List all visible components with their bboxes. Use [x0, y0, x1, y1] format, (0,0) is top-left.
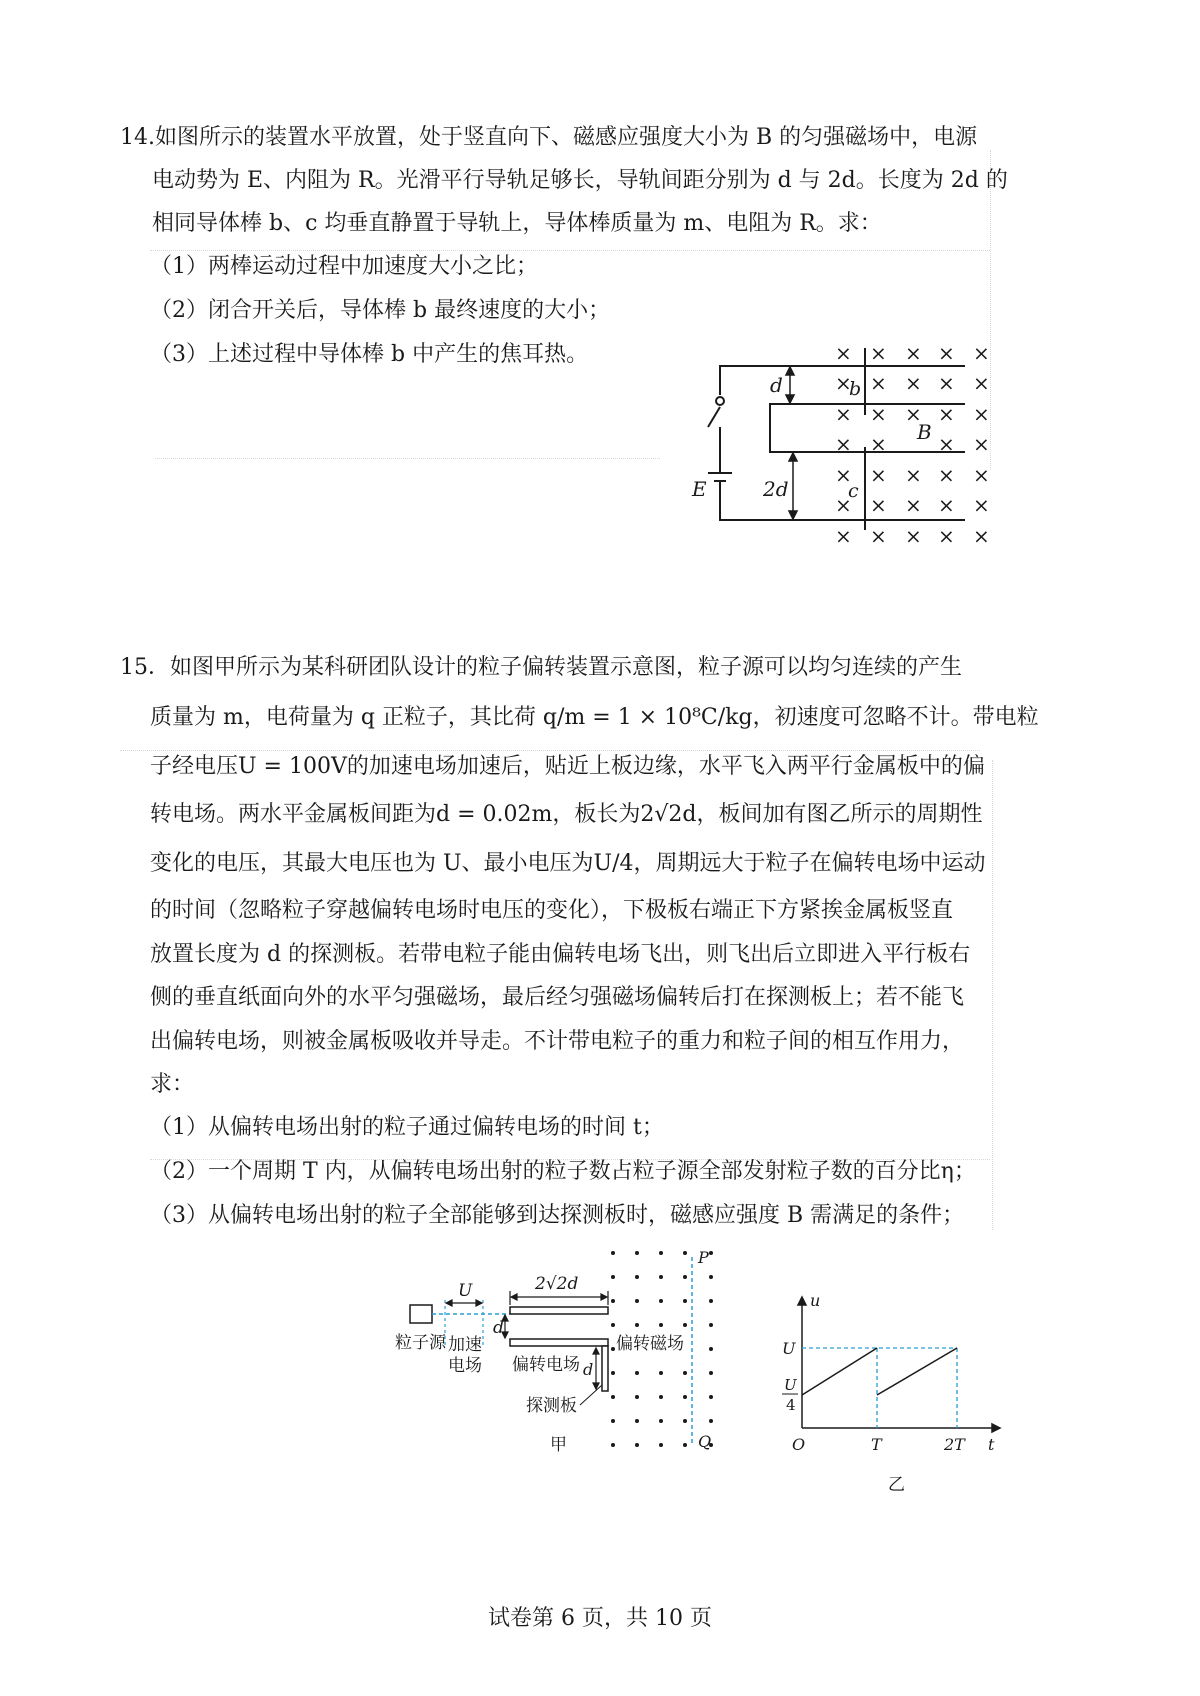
tick-2T-label: 2T: [944, 1435, 965, 1454]
field-dot-mark: [659, 1275, 663, 1279]
field-dot-mark: [659, 1299, 663, 1303]
magnetic-field-crosses: [835, 341, 990, 548]
q15-line-2: 质量为 m，电荷量为 q 正粒子，其比荷 q/m = 1 × 10⁸C/kg，初速度可忽略不计。带电粒: [150, 705, 1039, 730]
q14-line-2: 电动势为 E、内阻为 R。光滑平行导轨足够长，导轨间距分别为 d 与 2d。长度为 2d 的: [152, 168, 1008, 193]
detector-label: 探测板: [526, 1396, 577, 1416]
field-dot-mark: [683, 1251, 687, 1255]
field-dot-mark: [611, 1419, 615, 1423]
rail-circuit-diagram: [690, 335, 1000, 550]
field-dot-mark: [709, 1419, 713, 1423]
figure-yi-caption: 乙: [888, 1475, 905, 1495]
field-cross-mark: ×: [938, 493, 955, 517]
field-dot-mark: [683, 1419, 687, 1423]
q15-line-6: 的时间（忽略粒子穿越偏转电场时电压的变化），下极板右端正下方紧挨金属板竖直: [150, 898, 954, 923]
q14-subq-1: （1）两棒运动过程中加速度大小之比；: [150, 254, 538, 279]
field-dot-mark: [659, 1395, 663, 1399]
field-cross-mark: ×: [905, 524, 922, 548]
field-dot-mark: [709, 1347, 713, 1351]
figure-jia: [395, 1245, 735, 1500]
voltage-time-graph: [770, 1290, 1010, 1500]
field-dot-mark: [683, 1323, 687, 1327]
field-cross-mark: ×: [938, 402, 955, 426]
field-dot-mark: [683, 1275, 687, 1279]
field-dot-mark: [709, 1275, 713, 1279]
figure-yi: [770, 1290, 1010, 1500]
field-cross-mark: ×: [835, 432, 852, 456]
field-dot-mark: [635, 1251, 639, 1255]
field-cross-mark: ×: [973, 432, 990, 456]
q14-line-1: 14.如图所示的装置水平放置，处于竖直向下、磁感应强度大小为 B 的匀强磁场中，电源: [120, 125, 978, 150]
field-cross-mark: ×: [905, 371, 922, 395]
scan-guide-line: [120, 750, 980, 751]
source-label: 粒子源: [395, 1333, 446, 1353]
accel-voltage-U-label: U: [458, 1281, 473, 1301]
field-dot-mark: [611, 1299, 615, 1303]
level-U-label: U: [782, 1339, 796, 1358]
q15-line-9: 出偏转电场，则被金属板吸收并导走。不计带电粒子的重力和粒子间的相互作用力，: [150, 1029, 965, 1054]
q15-line-8: 侧的垂直纸面向外的水平匀强磁场，最后经匀强磁场偏转后打在探测板上；若不能飞: [150, 985, 965, 1010]
field-dot-mark: [611, 1371, 615, 1375]
tick-T-label: T: [871, 1435, 882, 1454]
origin-label: O: [792, 1435, 806, 1454]
field-dot-mark: [683, 1371, 687, 1375]
field-dot-mark: [683, 1299, 687, 1303]
field-cross-mark: ×: [938, 432, 955, 456]
deflect-magnetic-label: 偏转磁场: [616, 1334, 684, 1354]
field-cross-mark: ×: [973, 402, 990, 426]
field-cross-mark: ×: [905, 341, 922, 365]
q15-line-1: 15．如图甲所示为某科研团队设计的粒子偏转装置示意图，粒子源可以均匀连续的产生: [120, 655, 962, 680]
deflect-field-label: 偏转电场: [512, 1355, 580, 1375]
u-axis-label: u: [810, 1291, 821, 1310]
rod-c-label: c: [848, 480, 859, 502]
field-dot-mark: [635, 1323, 639, 1327]
field-cross-mark: ×: [938, 463, 955, 487]
field-cross-mark: ×: [835, 463, 852, 487]
q15-line-5: 变化的电压，其最大电压也为 U、最小电压为U/4，周期远大于粒子在偏转电场中运动: [150, 851, 986, 876]
point-P-label: P: [698, 1248, 709, 1267]
field-cross-mark: ×: [973, 341, 990, 365]
field-cross-mark: ×: [938, 341, 955, 365]
accel-field-label-2: 电场: [448, 1356, 482, 1376]
field-dot-mark: [659, 1251, 663, 1255]
field-cross-mark: ×: [973, 371, 990, 395]
field-cross-mark: ×: [905, 463, 922, 487]
field-dot-mark: [611, 1395, 615, 1399]
field-dot-mark: [659, 1323, 663, 1327]
page-footer: 试卷第 6 页，共 10 页: [488, 1606, 712, 1631]
rail-gap-2d-label: 2d: [763, 477, 789, 501]
field-dot-mark: [659, 1419, 663, 1423]
q15-subq-3: （3）从偏转电场出射的粒子全部能够到达探测板时，磁感应强度 B 需满足的条件；: [150, 1203, 965, 1228]
field-cross-mark: ×: [835, 402, 852, 426]
field-dot-mark: [683, 1395, 687, 1399]
scan-guide-line: [150, 250, 990, 251]
detector-d-label: d: [583, 1360, 594, 1379]
field-dot-mark: [611, 1443, 615, 1447]
plate-gap-d-label: d: [493, 1318, 504, 1338]
scan-guide-line: [992, 760, 993, 1230]
q15-line-10: 求：: [150, 1072, 195, 1097]
field-dot-mark: [709, 1371, 713, 1375]
field-dot-mark: [709, 1251, 713, 1255]
field-cross-mark: ×: [835, 493, 852, 517]
q15-line-4: 转电场。两水平金属板间距为d = 0.02m，板长为2√2d，板间加有图乙所示的周期性: [150, 802, 983, 827]
field-dot-mark: [635, 1443, 639, 1447]
level-U4-denominator: 4: [786, 1396, 796, 1414]
field-dot-mark: [659, 1443, 663, 1447]
field-cross-mark: ×: [870, 432, 887, 456]
field-cross-mark: ×: [973, 524, 990, 548]
field-dot-mark: [709, 1323, 713, 1327]
field-cross-mark: ×: [835, 371, 852, 395]
field-dot-mark: [635, 1371, 639, 1375]
q14-subq-2: （2）闭合开关后，导体棒 b 最终速度的大小；: [150, 298, 611, 323]
figure-jia-caption: 甲: [550, 1435, 567, 1455]
q15-line-7: 放置长度为 d 的探测板。若带电粒子能由偏转电场飞出，则飞出后立即进入平行板右: [150, 942, 971, 967]
field-dot-mark: [635, 1419, 639, 1423]
field-B-label: B: [917, 420, 932, 444]
field-dot-mark: [611, 1323, 615, 1327]
field-dot-mark: [683, 1443, 687, 1447]
field-cross-mark: ×: [905, 402, 922, 426]
emf-E-label: E: [692, 477, 707, 501]
rod-b-label: b: [849, 378, 862, 400]
field-cross-mark: ×: [870, 493, 887, 517]
field-dot-mark: [635, 1395, 639, 1399]
t-axis-label: t: [988, 1435, 995, 1454]
field-cross-mark: ×: [870, 463, 887, 487]
point-Q-label: Q: [698, 1432, 712, 1451]
field-cross-mark: ×: [835, 341, 852, 365]
rail-gap-d-label: d: [770, 373, 783, 397]
field-cross-mark: ×: [870, 371, 887, 395]
field-dot-mark: [611, 1251, 615, 1255]
q15-subq-1: （1）从偏转电场出射的粒子通过偏转电场的时间 t；: [150, 1115, 664, 1140]
field-cross-mark: ×: [870, 402, 887, 426]
field-cross-mark: ×: [870, 524, 887, 548]
particle-deflection-apparatus: [395, 1245, 735, 1500]
field-cross-mark: ×: [973, 463, 990, 487]
field-cross-mark: ×: [870, 341, 887, 365]
field-cross-mark: ×: [835, 524, 852, 548]
q15-subq-2: （2）一个周期 T 内，从偏转电场出射的粒子数占粒子源全部发射粒子数的百分比η；: [150, 1159, 976, 1184]
field-dot-mark: [709, 1299, 713, 1303]
accel-field-label-1: 加速: [448, 1335, 482, 1355]
field-cross-mark: ×: [938, 371, 955, 395]
q14-figure: [690, 335, 1000, 550]
field-cross-mark: ×: [938, 524, 955, 548]
field-dot-mark: [635, 1299, 639, 1303]
field-dot-mark: [611, 1275, 615, 1279]
scan-guide-line: [155, 458, 660, 459]
field-dot-mark: [709, 1395, 713, 1399]
level-U4-numerator: U: [784, 1376, 797, 1394]
plate-length-label: 2√2d: [535, 1274, 579, 1294]
field-cross-mark: ×: [905, 493, 922, 517]
field-dot-mark: [635, 1275, 639, 1279]
q14-subq-3: （3）上述过程中导体棒 b 中产生的焦耳热。: [150, 342, 589, 367]
q15-line-3: 子经电压U = 100V的加速电场加速后，贴近上板边缘，水平飞入两平行金属板中的偏: [150, 754, 985, 779]
field-cross-mark: ×: [973, 493, 990, 517]
field-dot-mark: [659, 1371, 663, 1375]
q14-line-3: 相同导体棒 b、c 均垂直静置于导轨上，导体棒质量为 m、电阻为 R。求：: [152, 211, 882, 236]
field-dot-mark: [611, 1347, 615, 1351]
